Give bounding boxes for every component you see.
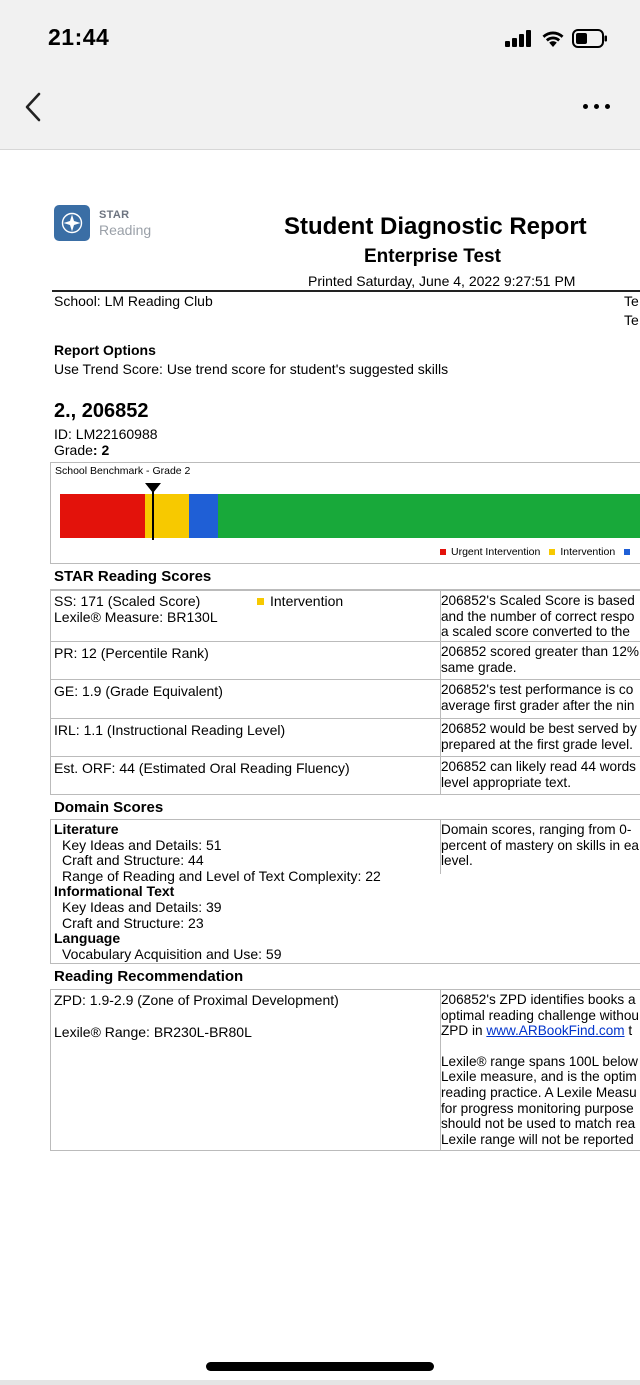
grade-equivalent: GE: 1.9 (Grade Equivalent) (54, 683, 223, 699)
star-reading-scores-heading: STAR Reading Scores (50, 563, 640, 590)
domain-scores-description (440, 820, 640, 874)
score-ge-description (440, 680, 640, 718)
zpd-suffix: t (624, 1023, 633, 1039)
score-row-pr (50, 641, 640, 679)
description-line: prepared at the first grade level. (441, 736, 633, 752)
percentile-rank: PR: 12 (Percentile Rank) (54, 645, 209, 661)
header-divider (52, 290, 640, 292)
band-on-watch (189, 494, 218, 538)
score-row-irl (50, 718, 640, 756)
instructional-reading-level: IRL: 1.1 (Instructional Reading Level) (54, 722, 286, 738)
description-line: Lexile range will not be reported (441, 1131, 634, 1147)
grade-label: Grade (54, 442, 93, 458)
band-at-benchmark (218, 494, 640, 538)
intervention-status-label: Intervention (270, 593, 344, 609)
description-line: same grade. (441, 659, 517, 675)
description-line: level appropriate text. (441, 774, 571, 790)
description-line: for progress monitoring purpose (441, 1100, 634, 1116)
zpd-prefix: ZPD in (441, 1023, 487, 1039)
score-row-ge (50, 679, 640, 718)
score-orf-description (440, 757, 640, 794)
description-line: 206852 scored greater than 12% (441, 644, 640, 659)
report-document[interactable] (0, 151, 640, 1380)
student-name: 2., 206852 (54, 400, 149, 422)
description-line: optimal reading challenge withou (441, 1007, 639, 1023)
top-navigation-bar (0, 0, 640, 150)
domain-item: Range of Reading and Level of Text Complexity: 22 (62, 867, 381, 884)
description-line: level. (441, 853, 473, 869)
score-irl-description (440, 719, 640, 756)
description-line: average first grader after the nin (441, 697, 635, 713)
description-line: should not be used to match rea (441, 1116, 636, 1132)
scaled-score: SS: 171 (Scaled Score) (54, 593, 201, 609)
description-line: 206852's ZPD identifies books a (441, 992, 636, 1007)
domain-language-heading: Language (54, 930, 121, 947)
score-ss-description (440, 591, 640, 641)
printed-date: Printed Saturday, June 4, 2022 9:27:51 PM (308, 273, 576, 289)
arbookfind-link[interactable]: www.ARBookFind.com (486, 1023, 625, 1039)
logo-star-text: STAR (99, 208, 130, 221)
description-line: reading practice. A Lexile Measu (441, 1084, 637, 1100)
zpd-value: ZPD: 1.9-2.9 (Zone of Proximal Development) (54, 992, 339, 1008)
domain-item: Vocabulary Acquisition and Use: 59 (62, 945, 282, 962)
description-line: 206852's Scaled Score is based (441, 593, 635, 608)
grade-value: : 2 (92, 442, 110, 458)
description-line: 206852 can likely read 44 words (441, 759, 636, 774)
battery-icon (572, 29, 608, 48)
description-line (441, 1023, 640, 1039)
header-right-truncated-2: Te (624, 312, 639, 328)
score-pr-description (440, 642, 640, 679)
student-grade (54, 442, 109, 458)
description-line: Lexile® range spans 100L below (441, 1053, 638, 1069)
school-name: School: LM Reading Club (54, 293, 213, 309)
bottom-edge (0, 1380, 640, 1385)
description-line: 206852 would be best served by (441, 721, 637, 736)
score-marker-line (152, 491, 154, 540)
domain-scores-list (54, 822, 381, 962)
domain-literature-heading: Literature (54, 821, 119, 837)
domain-item: Craft and Structure: 44 (62, 852, 204, 869)
back-button[interactable] (22, 90, 48, 124)
description-line: Lexile measure, and is the optim (441, 1069, 637, 1085)
lexile-range-value: Lexile® Range: BR230L-BR80L (54, 1024, 252, 1040)
score-ss-left (54, 593, 218, 625)
more-options-button[interactable] (578, 96, 614, 116)
report-options-text: Use Trend Score: Use trend score for student's suggested skills (54, 361, 449, 377)
reading-recommendation-description (440, 990, 640, 1150)
domain-scores-row (50, 820, 640, 963)
compass-star-icon (54, 205, 90, 241)
band-urgent-intervention (60, 494, 145, 538)
reading-recommendation-heading: Reading Recommendation (50, 963, 640, 990)
description-line: a scaled score converted to the (441, 624, 630, 640)
wifi-icon (541, 28, 565, 48)
report-options-heading: Report Options (54, 342, 156, 358)
legend-swatch-on-watch (624, 549, 630, 555)
benchmark-label: School Benchmark - Grade 2 (55, 465, 191, 477)
report-title: Student Diagnostic Report (284, 213, 587, 240)
description-line: and the number of correct respo (441, 608, 635, 624)
lexile-measure: Lexile® Measure: BR130L (54, 609, 218, 625)
star-reading-logo (54, 203, 174, 243)
legend-swatch-intervention (549, 549, 555, 555)
benchmark-legend (440, 545, 635, 559)
intervention-status (257, 593, 343, 609)
header-right-truncated-1: Te (624, 293, 639, 309)
score-row-ss (50, 590, 640, 641)
description-line: 206852's test performance is co (441, 682, 634, 697)
description-line: Domain scores, ranging from 0- (441, 822, 632, 837)
legend-swatch-urgent (440, 549, 446, 555)
reading-recommendation-row (50, 990, 640, 1151)
domain-item: Craft and Structure: 23 (62, 914, 204, 931)
logo-reading-text: Reading (99, 221, 152, 238)
report-subtitle: Enterprise Test (364, 246, 501, 267)
domain-informational-heading: Informational Text (54, 883, 175, 900)
legend-intervention: Intervention (560, 546, 616, 558)
status-time: 21:44 (48, 24, 110, 50)
home-indicator[interactable] (206, 1362, 434, 1371)
domain-item: Key Ideas and Details: 51 (62, 836, 222, 853)
domain-item: Key Ideas and Details: 39 (62, 898, 222, 915)
legend-urgent-intervention: Urgent Intervention (451, 546, 541, 558)
score-row-orf (50, 756, 640, 794)
cellular-signal-icon (505, 30, 535, 47)
domain-scores-heading: Domain Scores (50, 794, 640, 820)
student-id: ID: LM22160988 (54, 426, 158, 442)
description-line: percent of mastery on skills in ea (441, 837, 639, 853)
estimated-oral-reading-fluency: Est. ORF: 44 (Estimated Oral Reading Fluency) (54, 760, 350, 776)
